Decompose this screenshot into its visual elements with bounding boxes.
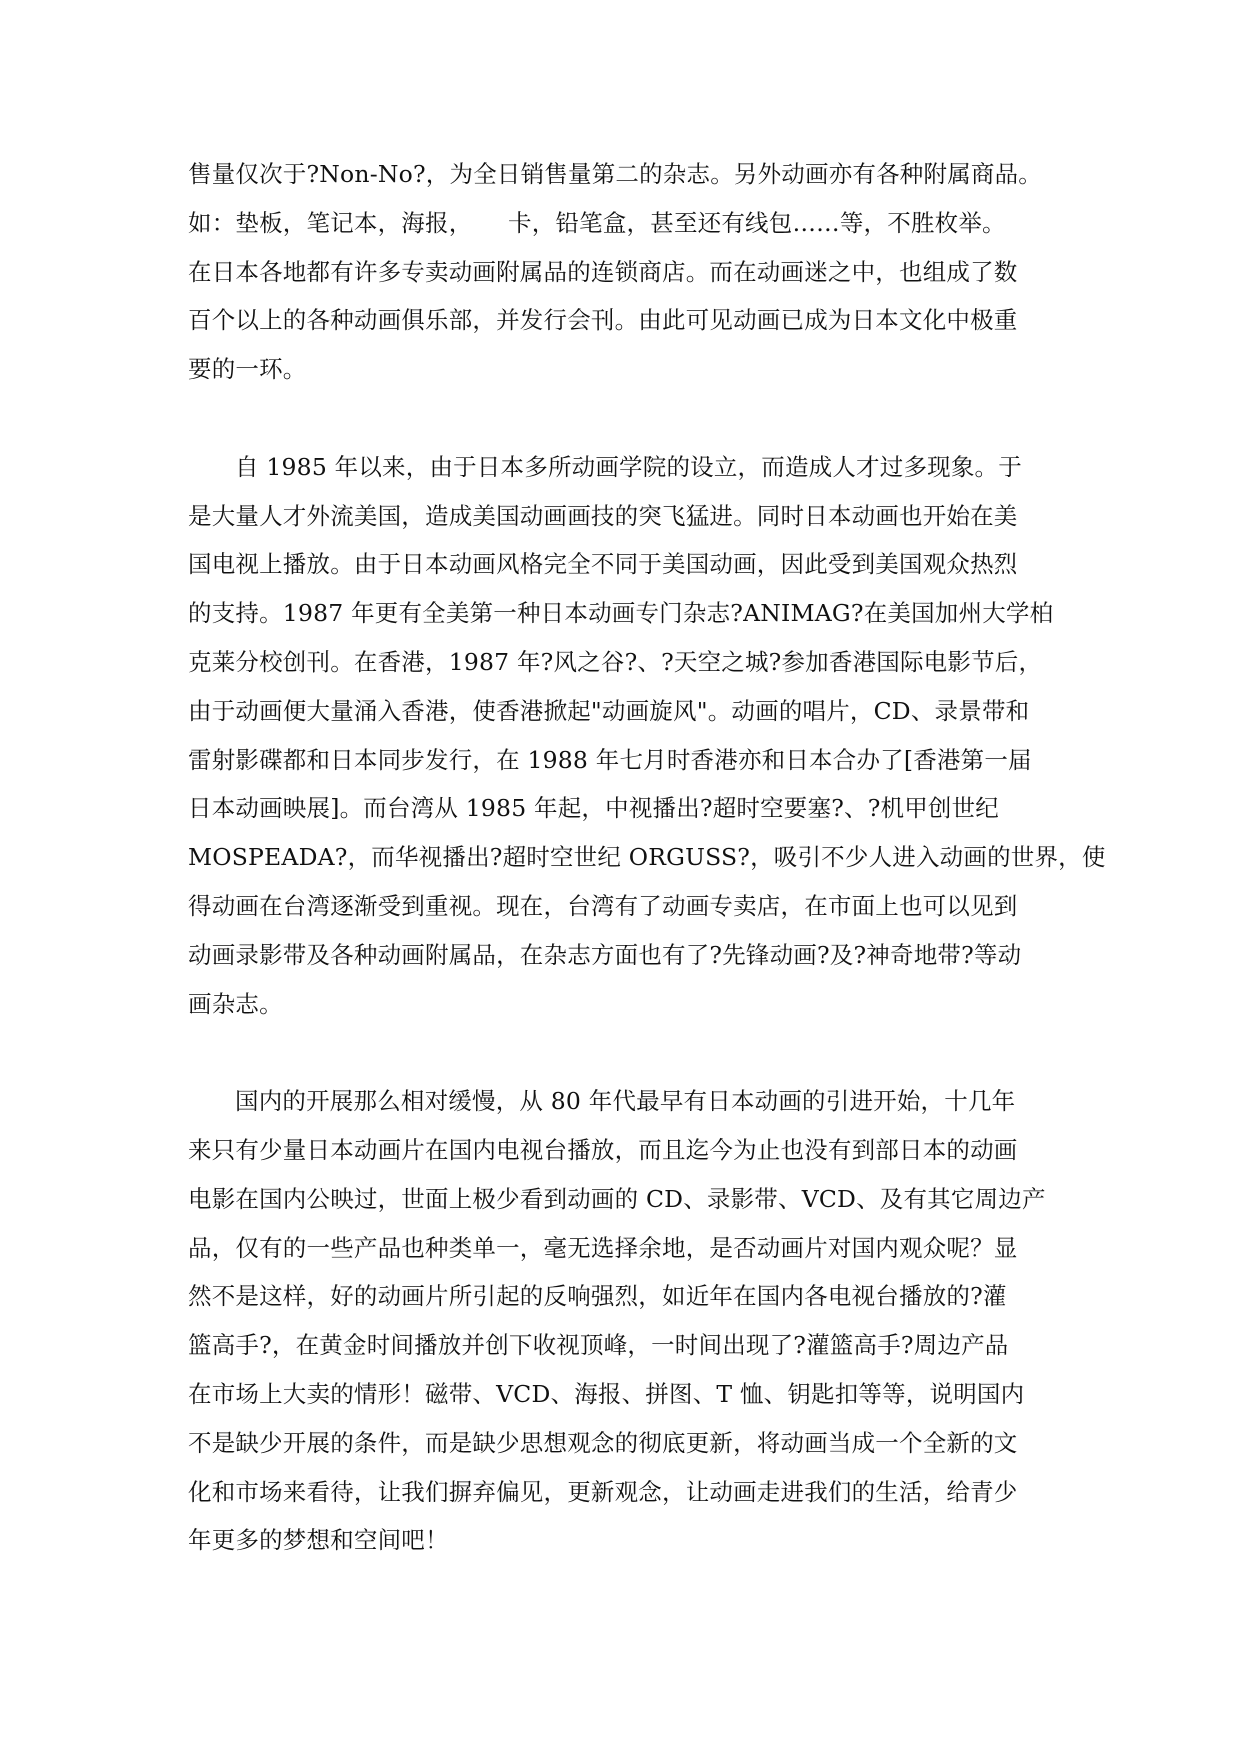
text-line: 在市场上大卖的情形！磁带、VCD、海报、拼图、T 恤、钥匙扣等等，说明国内 xyxy=(188,1379,1025,1408)
text-line: 动画录影带及各种动画附属品，在杂志方面也有了?先锋动画?及?神奇地带?等动 xyxy=(188,940,1022,969)
paragraph-2 xyxy=(188,443,1106,1029)
text-line: 然不是这样，好的动画片所引起的反响强烈，如近年在国内各电视台播放的?灌 xyxy=(188,1282,1007,1311)
text-line: 售量仅次于?Non-No?，为全日销售量第二的杂志。另外动画亦有各种附属商品。 xyxy=(188,160,1042,188)
text-line: 画杂志。 xyxy=(188,989,283,1018)
text-line: 要的一环。 xyxy=(188,355,307,384)
text-line: 电影在国内公映过，世面上极少看到动画的 CD、录影带、VCD、及有其它周边产 xyxy=(188,1184,1046,1213)
text-line: 雷射影碟都和日本同步发行，在 1988 年七月时香港亦和日本合办了[香港第一届 xyxy=(188,745,1032,774)
text-line: 百个以上的各种动画俱乐部，并发行会刊。由此可见动画已成为日本文化中极重 xyxy=(188,306,1018,335)
text-line: 是大量人才外流美国，造成美国动画画技的突飞猛进。同时日本动画也开始在美 xyxy=(188,501,1018,530)
text-line: 国电视上播放。由于日本动画风格完全不同于美国动画，因此受到美国观众热烈 xyxy=(188,550,1018,579)
text-line: 的支持。1987 年更有全美第一种日本动画专门杂志?ANIMAG?在美国加州大学柏 xyxy=(188,599,1054,628)
text-line: 篮高手?，在黄金时间播放并创下收视顶峰，一时间出现了?灌篮高手?周边产品 xyxy=(188,1331,1009,1360)
text-line: 由于动画便大量涌入香港，使香港掀起"动画旋风"。动画的唱片，CD、录景带和 xyxy=(188,696,1030,725)
paragraph-1 xyxy=(188,150,1058,394)
text-line: 得动画在台湾逐渐受到重视。现在，台湾有了动画专卖店，在市面上也可以见到 xyxy=(188,891,1018,920)
text-line: 日本动画映展]。而台湾从 1985 年起，中视播出?超时空要塞?、?机甲创世纪 xyxy=(188,794,1000,823)
paragraph-3 xyxy=(188,1077,1058,1565)
text-line: 自 1985 年以来，由于日本多所动画学院的设立，而造成人才过多现象。于 xyxy=(235,452,1022,481)
text-line: 国内的开展那么相对缓慢，从 80 年代最早有日本动画的引进开始，十几年 xyxy=(235,1087,1016,1116)
document-body xyxy=(188,150,1106,1565)
text-line: 年更多的梦想和空间吧！ xyxy=(188,1526,449,1555)
text-line: 来只有少量日本动画片在国内电视台播放，而且迄今为止也没有到部日本的动画 xyxy=(188,1135,1018,1164)
text-line: 化和市场来看待，让我们摒弃偏见，更新观念，让动画走进我们的生活，给青少 xyxy=(188,1477,1018,1506)
text-line: MOSPEADA?，而华视播出?超时空世纪 ORGUSS?，吸引不少人进入动画的世界，使 xyxy=(188,843,1106,872)
paragraph-spacer xyxy=(188,1028,1058,1077)
text-line: 在日本各地都有许多专卖动画附属品的连锁商店。而在动画迷之中，也组成了数 xyxy=(188,257,1018,286)
text-line: 不是缺少开展的条件，而是缺少思想观念的彻底更新，将动画当成一个全新的文 xyxy=(188,1428,1018,1457)
text-line: 克莱分校创刊。在香港，1987 年?风之谷?、?天空之城?参加香港国际电影节后， xyxy=(188,647,1043,676)
paragraph-spacer xyxy=(188,394,1058,443)
text-line: 品，仅有的一些产品也种类单一，毫无选择余地，是否动画片对国内观众呢？显 xyxy=(188,1233,1018,1262)
text-line: 如：垫板，笔记本，海报， 卡，铅笔盒，甚至还有线包……等，不胜枚举。 xyxy=(188,208,1006,237)
